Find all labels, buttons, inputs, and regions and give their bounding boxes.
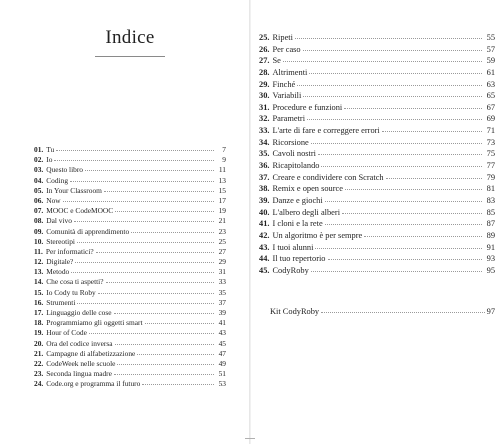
toc-entry-label: Creare e condividere con Scratch (272, 172, 384, 182)
toc-entry-number: 44. (259, 254, 270, 264)
toc-entry-number: 15. (34, 287, 44, 297)
dot-leader (345, 189, 482, 190)
toc-entry-page: 37 (218, 297, 226, 307)
toc-entry[interactable] (259, 243, 495, 255)
toc-entry-label: In Your Classroom (46, 185, 102, 195)
toc-entry-label: I cloni e la rete (272, 219, 323, 229)
dot-leader (297, 85, 482, 86)
toc-entry-page: 59 (486, 56, 495, 66)
dot-leader (85, 170, 214, 171)
toc-entry-number: 43. (259, 242, 270, 252)
toc-entry[interactable] (34, 369, 226, 379)
toc-entry-number: 39. (259, 195, 270, 205)
toc-entry-number: 13. (34, 267, 44, 277)
toc-entry[interactable] (34, 216, 226, 226)
toc-entry-number: 22. (34, 358, 44, 368)
toc-entry-number: 40. (259, 207, 270, 217)
dot-leader (386, 178, 482, 179)
dot-leader (321, 312, 485, 313)
toc-entry-label: Coding (46, 175, 69, 185)
dot-leader (131, 232, 214, 233)
toc-entry-label: Ora del codice inversa (46, 338, 113, 348)
toc-entry-page: 17 (218, 195, 226, 205)
toc-entry[interactable] (34, 176, 226, 186)
toc-entry-label: Ripeti (272, 33, 293, 42)
toc-entry-number: 08. (34, 216, 44, 226)
toc-entry[interactable] (259, 56, 495, 68)
toc-entry-page: 95 (486, 265, 495, 275)
toc-entry-label: Io (46, 155, 53, 165)
dot-leader (63, 201, 214, 202)
toc-entry-label: Hour of Code (46, 328, 87, 338)
toc-entry-label: CodeWeek nelle scuole (46, 358, 116, 368)
toc-entry-label: L'arte di fare e correggere errori (272, 126, 380, 136)
toc-entry-page: 9 (222, 155, 226, 165)
dot-leader (321, 166, 482, 167)
toc-entry-number: 37. (259, 172, 270, 182)
toc-entry[interactable] (259, 103, 495, 115)
toc-entry-label: Un algoritmo è per sempre (272, 230, 363, 240)
dot-leader (74, 221, 214, 222)
toc-entry[interactable] (34, 257, 226, 267)
toc-entry-page: 15 (218, 185, 226, 195)
toc-entry-number: 18. (34, 318, 44, 328)
dot-leader (344, 108, 482, 109)
toc-entry[interactable] (259, 149, 495, 161)
toc-entry-page: 55 (486, 33, 495, 42)
toc-entry-number: 23. (34, 369, 44, 379)
dot-leader (77, 242, 214, 243)
toc-entry-page: 13 (218, 175, 226, 185)
toc-entry[interactable] (259, 266, 495, 278)
toc-entry-number: 35. (259, 149, 270, 159)
toc-entry[interactable] (34, 247, 226, 257)
toc-entry-page: 57 (486, 44, 495, 54)
toc-entry-number: 02. (34, 155, 44, 165)
dot-leader (77, 303, 214, 304)
toc-entry[interactable] (34, 308, 226, 318)
toc-entry-number: 20. (34, 338, 44, 348)
toc-entry[interactable] (259, 33, 495, 45)
dot-leader (98, 293, 214, 294)
toc-entry-number: 14. (34, 277, 44, 287)
toc-entry-label: Io Cody tu Roby (46, 287, 96, 297)
dot-leader (115, 344, 214, 345)
toc-entry[interactable] (34, 328, 226, 338)
toc-entry-label: Finché (272, 79, 296, 89)
toc-entry-label: Ricorsione (272, 137, 309, 147)
dot-leader (117, 364, 214, 365)
toc-entry-number: 32. (259, 114, 270, 124)
toc-entry-page: 65 (486, 91, 495, 101)
dot-leader (89, 333, 214, 334)
toc-entry-number: 10. (34, 236, 44, 246)
dot-leader (295, 38, 482, 39)
dot-leader (114, 374, 214, 375)
dot-leader (311, 271, 482, 272)
toc-entry-page: 89 (486, 230, 495, 240)
dot-leader (114, 313, 214, 314)
toc-entry-page: 47 (218, 348, 226, 358)
toc-entry-page: 85 (486, 207, 495, 217)
dot-leader (96, 252, 214, 253)
toc-entry-page: 49 (218, 358, 226, 368)
toc-entry-page: 7 (222, 145, 226, 154)
dot-leader (307, 119, 482, 120)
toc-entry-number: 26. (259, 44, 270, 54)
dot-leader (311, 143, 482, 144)
toc-entry-label: L'albero degli alberi (272, 207, 341, 217)
toc-entry-number: 16. (34, 297, 44, 307)
dot-leader (328, 259, 483, 260)
toc-entry-page: 39 (218, 308, 226, 317)
toc-entry-number: 36. (259, 161, 270, 171)
toc-entry[interactable] (259, 138, 495, 150)
toc-entry[interactable] (259, 196, 495, 208)
toc-entry-number: 24. (34, 379, 44, 389)
toc-entry-page: 33 (218, 277, 226, 287)
toc-entry-label: Campagne di alfabetizzazione (46, 348, 136, 358)
dot-leader (145, 323, 214, 324)
toc-entry-page: 31 (218, 267, 226, 277)
toc-entry-label: Danze e giochi (272, 195, 323, 205)
toc-entry-page: 79 (486, 172, 495, 182)
toc-entry-number: 41. (259, 219, 270, 229)
toc-list-right (259, 33, 495, 277)
dot-leader (71, 272, 214, 273)
toc-entry[interactable] (259, 114, 495, 126)
toc-entry-label: Procedure e funzioni (272, 102, 343, 112)
toc-entry-label: Parametri (272, 114, 306, 124)
toc-entry-page: 71 (486, 126, 495, 136)
toc-entry[interactable] (34, 349, 226, 359)
toc-entry-number: 05. (34, 185, 44, 195)
toc-entry-label: Il tuo repertorio (272, 254, 326, 264)
toc-entry-page: 75 (486, 149, 495, 159)
toc-entry-page: 73 (486, 137, 495, 147)
toc-entry-label: Now (46, 195, 61, 205)
toc-entry-label: Stereotipi (46, 236, 75, 246)
dot-leader (137, 354, 214, 355)
toc-entry-page: 45 (218, 338, 226, 348)
toc-entry-label: Digitale? (46, 257, 74, 267)
toc-entry-number: 33. (259, 126, 270, 136)
toc-entry[interactable] (34, 196, 226, 206)
toc-entry-label: Metodo (46, 267, 70, 277)
toc-entry-number: 01. (34, 145, 44, 154)
toc-entry-label: CodyRoby (272, 265, 309, 275)
toc-entry-label: Altrimenti (272, 67, 308, 77)
toc-entry-label: Linguaggio delle cose (46, 308, 112, 317)
toc-entry-label: Ricapitolando (272, 161, 320, 171)
toc-entry-page: 35 (218, 287, 226, 297)
toc-entry-number: 03. (34, 165, 44, 175)
toc-entry[interactable] (259, 68, 495, 80)
toc-entry[interactable] (34, 186, 226, 196)
toc-entry-number: 21. (34, 348, 44, 358)
toc-entry-page: 11 (218, 165, 226, 175)
toc-entry[interactable] (34, 237, 226, 247)
toc-entry-label: Questo libro (46, 165, 83, 175)
toc-entry-label: MOOC e CodeMOOC (46, 206, 114, 216)
toc-entry[interactable] (259, 254, 495, 266)
dot-leader (318, 154, 482, 155)
toc-entry[interactable] (34, 359, 226, 369)
toc-entry-number: 19. (34, 328, 44, 338)
toc-entry-label: Che cosa ti aspetti? (46, 277, 104, 287)
toc-entry-label: Se (272, 56, 281, 66)
toc-entry[interactable] (259, 126, 495, 138)
toc-entry[interactable] (259, 231, 495, 243)
toc-entry[interactable] (34, 227, 226, 237)
right-page (250, 0, 500, 444)
toc-entry[interactable] (259, 208, 495, 220)
toc-entry-label: Cavoli nostri (272, 149, 316, 159)
toc-entry-number: 07. (34, 206, 44, 216)
toc-entry[interactable] (259, 80, 495, 92)
toc-entry-label: Per caso (272, 44, 301, 54)
toc-entry-page: 25 (218, 236, 226, 246)
toc-entry-number: 09. (34, 226, 44, 236)
toc-entry-label: Programmiamo gli oggetti smart (46, 318, 143, 328)
toc-entry[interactable] (259, 161, 495, 173)
toc-entry-page: 29 (218, 257, 226, 267)
toc-entry-number: 28. (259, 67, 270, 77)
toc-entry[interactable] (259, 91, 495, 103)
dot-leader (303, 96, 482, 97)
toc-entry-label: Kit CodyRoby (270, 307, 320, 316)
toc-entry-number: 31. (259, 102, 270, 112)
toc-entry-page: 69 (486, 114, 495, 124)
toc-entry-number: 30. (259, 91, 270, 101)
toc-entry-label: Seconda lingua madre (46, 369, 112, 379)
dot-leader (115, 211, 214, 212)
dot-leader (325, 224, 482, 225)
toc-entry-number: 04. (34, 175, 44, 185)
toc-entry-page: 97 (486, 307, 495, 316)
toc-entry-page: 93 (486, 254, 495, 264)
toc-entry-label: Dal vivo (46, 216, 72, 226)
toc-entry-page: 91 (486, 242, 495, 252)
dot-leader (303, 50, 482, 51)
dot-leader (142, 384, 214, 385)
toc-entry-page: 77 (486, 161, 495, 171)
toc-entry[interactable] (259, 219, 495, 231)
toc-entry-label: Remix e open source (272, 184, 343, 194)
toc-entry-page: 19 (218, 206, 226, 216)
dot-leader (364, 236, 482, 237)
dot-leader (75, 262, 214, 263)
dot-leader (309, 73, 482, 74)
dot-leader (104, 191, 214, 192)
toc-entry[interactable] (34, 165, 226, 175)
page-edge-mark (245, 438, 255, 439)
dot-leader (382, 131, 482, 132)
toc-entry[interactable] (34, 288, 226, 298)
toc-entry-number: 11. (34, 246, 43, 256)
toc-entry[interactable] (259, 45, 495, 57)
dot-leader (315, 248, 482, 249)
toc-entry-number: 45. (259, 265, 270, 275)
dot-leader (283, 61, 482, 62)
toc-entry[interactable] (34, 267, 226, 277)
toc-entry-number: 12. (34, 257, 44, 267)
toc-entry-number: 27. (259, 56, 270, 66)
toc-entry-number: 34. (259, 137, 270, 147)
toc-entry-page: 53 (218, 379, 226, 389)
toc-list-left (34, 145, 226, 390)
toc-entry-page: 43 (218, 328, 226, 338)
toc-entry[interactable] (34, 318, 226, 328)
toc-entry-number: 06. (34, 195, 44, 205)
dot-leader (56, 150, 214, 151)
toc-entry-page: 83 (486, 195, 495, 205)
toc-entry[interactable] (34, 379, 226, 389)
dot-leader (325, 201, 482, 202)
dot-leader (70, 181, 214, 182)
toc-entry[interactable] (34, 145, 226, 155)
toc-entry[interactable] (34, 339, 226, 349)
toc-entry-label: Code.org e programma il futuro (46, 379, 141, 389)
toc-entry[interactable] (34, 155, 226, 165)
toc-entry-number: 17. (34, 308, 44, 317)
title-underline (95, 56, 165, 57)
toc-entry[interactable] (34, 206, 226, 216)
toc-entry-label: Per informatici? (45, 246, 94, 256)
dot-leader (54, 160, 214, 161)
toc-entry-label: Comunità di apprendimento (46, 226, 130, 236)
toc-entry-kit[interactable] (270, 307, 495, 316)
toc-entry[interactable] (34, 277, 226, 287)
toc-entry-page: 21 (218, 216, 226, 226)
toc-entry-page: 51 (218, 369, 226, 379)
toc-entry[interactable] (34, 298, 226, 308)
dot-leader (342, 213, 482, 214)
toc-entry-label: Variabili (272, 91, 302, 101)
toc-entry-number: 42. (259, 230, 270, 240)
toc-entry-page: 23 (218, 226, 226, 236)
dot-leader (106, 282, 214, 283)
toc-entry[interactable] (259, 173, 495, 185)
toc-entry-page: 63 (486, 79, 495, 89)
toc-entry-page: 87 (486, 219, 495, 229)
toc-entry-label: I tuoi alunni (272, 242, 314, 252)
toc-entry-page: 81 (486, 184, 495, 194)
toc-entry-page: 41 (218, 318, 226, 328)
toc-entry-page: 67 (486, 102, 495, 112)
toc-entry-label: Tu (46, 145, 55, 154)
toc-entry-page: 27 (218, 246, 226, 256)
toc-entry-label: Strumenti (46, 297, 76, 307)
toc-entry-number: 29. (259, 79, 270, 89)
page-title: Indice (105, 27, 155, 48)
toc-entry-number: 25. (259, 33, 270, 42)
toc-entry-number: 38. (259, 184, 270, 194)
toc-entry[interactable] (259, 184, 495, 196)
toc-entry-page: 61 (486, 67, 495, 77)
